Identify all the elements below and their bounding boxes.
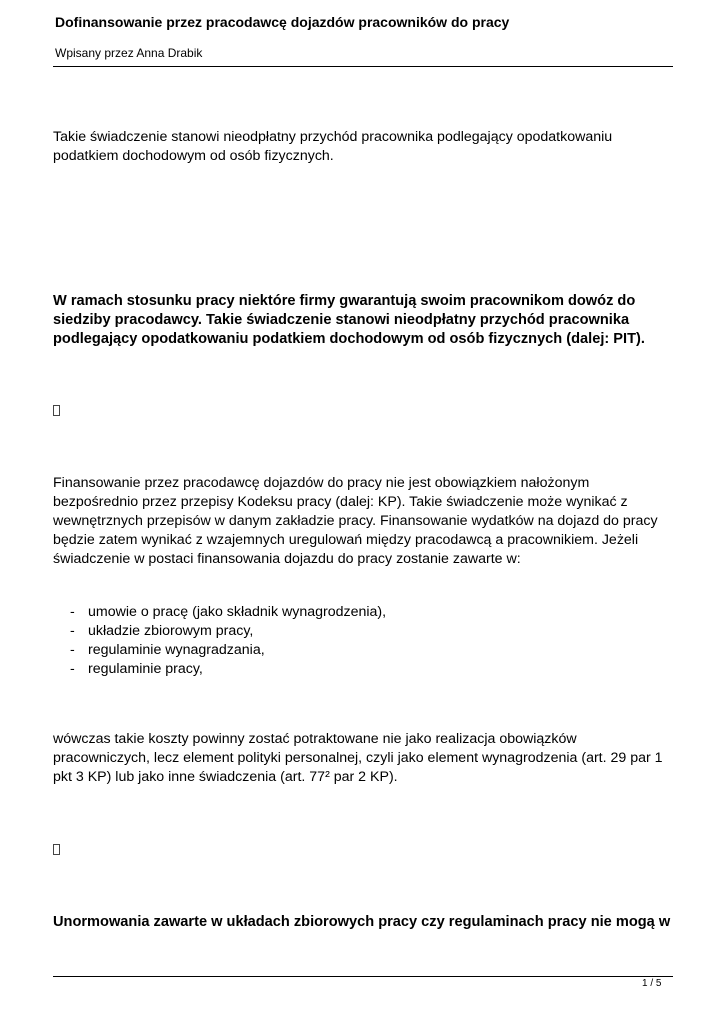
list-item: - regulaminie wynagradzania, [70, 642, 265, 658]
conditions-list [70, 603, 386, 679]
paragraph-bold-tail: Unormowania zawarte w układach zbiorowych pracy czy regulaminach pracy nie mogą w [53, 914, 671, 930]
paragraph-consequence: wówczas takie koszty powinny zostać potraktowane nie jako realizacja obowiązków pracowniczych, lecz element polityki personalnej, czyli jako element wynagrodzenia (art. 29 par 1 pkt 3 KP) lub jako inne świadczenia (art. 77² par 2 KP). [53, 731, 663, 785]
document-title: Dofinansowanie przez pracodawcę dojazdów pracowników do pracy [55, 14, 510, 30]
missing-glyph-icon [53, 405, 60, 416]
header-divider [53, 66, 673, 67]
list-dash: - [70, 604, 75, 620]
document-author: Wpisany przez Anna Drabik [55, 46, 203, 60]
list-item: - regulaminie pracy, [70, 661, 203, 677]
paragraph-bold-lead: W ramach stosunku pracy niektóre firmy gwarantują swoim pracownikom dowóz do siedziby pracodawcy. Takie świadczenie stanowi nieodpłatny przychód pracownika podlegający opodatkowaniu podatkiem dochodowym od osób fizycznych (dalej: PIT). [53, 293, 645, 347]
footer-divider [53, 976, 673, 977]
list-dash: - [70, 642, 75, 658]
list-item: - umowie o pracę (jako składnik wynagrodzenia), [70, 604, 387, 620]
missing-glyph-icon [53, 844, 60, 855]
list-item: - układzie zbiorowym pracy, [70, 623, 254, 639]
page-number: 1 / 5 [642, 978, 662, 989]
list-dash: - [70, 661, 75, 677]
list-dash: - [70, 623, 75, 639]
paragraph-intro: Takie świadczenie stanowi nieodpłatny przychód pracownika podlegający opodatkowaniu podatkiem dochodowym od osób fizycznych. [53, 129, 613, 164]
paragraph-financing: Finansowanie przez pracodawcę dojazdów do pracy nie jest obowiązkiem nałożonym bezpośrednio przez przepisy Kodeksu pracy (dalej: KP). Takie świadczenie może wynikać z wewnętrznych przepisów w danym zakładzie pracy. Finansowanie wydatków na dojazd do pracy będzie zatem wynikać z wzajemnych uregulowań między pracodawcą a pracownikiem. Jeżeli świadczenie w postaci finansowania dojazdu do pracy zostanie zawarte w: [53, 475, 658, 567]
